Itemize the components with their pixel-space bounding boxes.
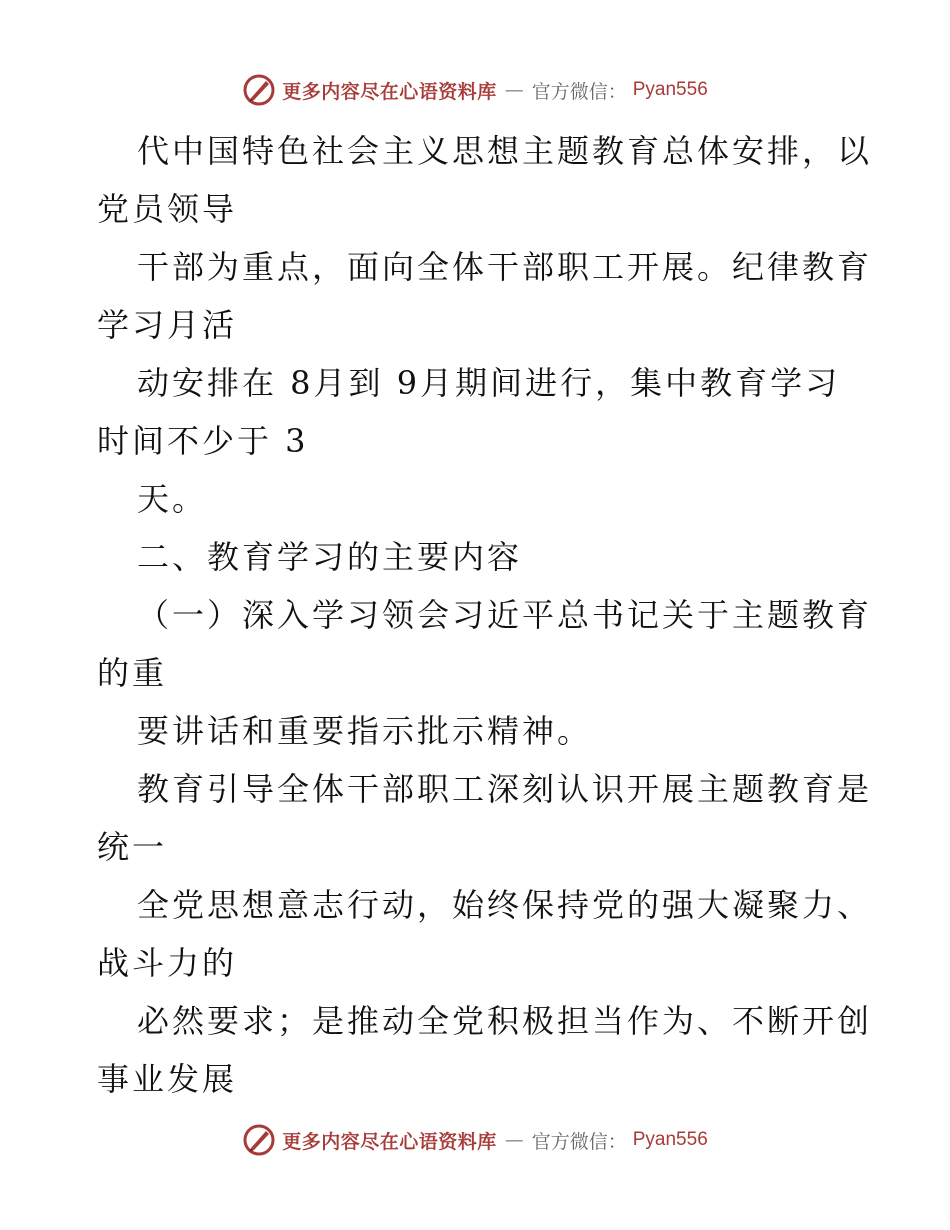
header-brand-text: 更多内容尽在心语资料库 bbox=[282, 80, 497, 103]
text-line: 党员领导 bbox=[97, 190, 238, 228]
text-line: 学习月活 bbox=[97, 306, 238, 344]
footer-dash: — bbox=[504, 1129, 524, 1151]
header-wechat-id: Pyan556 bbox=[632, 79, 708, 100]
footer-brand-text: 更多内容尽在心语资料库 bbox=[282, 1130, 497, 1153]
text-line: （一）深入学习领会习近平总书记关于主题教育 bbox=[137, 596, 873, 634]
quill-pen-logo-icon bbox=[242, 1123, 276, 1157]
footer-wechat-label: 官方微信： bbox=[531, 1130, 627, 1153]
text-line: 的重 bbox=[97, 654, 168, 692]
footer-wechat-id: Pyan556 bbox=[632, 1129, 708, 1150]
header-dash: — bbox=[504, 79, 524, 101]
text-line: 全党思想意志行动，始终保持党的强大凝聚力、 bbox=[137, 886, 873, 924]
header-wechat-label: 官方微信： bbox=[531, 80, 627, 103]
text-line: 天。 bbox=[137, 480, 208, 518]
text-line: 动安排在 8月到 9月期间进行，集中教育学习 bbox=[137, 364, 841, 402]
text-line: 干部为重点，面向全体干部职工开展。纪律教育 bbox=[137, 248, 873, 286]
text-line: 事业发展 bbox=[97, 1060, 238, 1098]
text-line: 时间不少于 3 bbox=[97, 422, 309, 460]
text-line: 必然要求；是推动全党积极担当作为、不断开创 bbox=[137, 1002, 873, 1040]
page-footer-watermark bbox=[0, 1120, 950, 1160]
text-line: 统一 bbox=[97, 828, 168, 866]
header-brand bbox=[242, 73, 708, 107]
document-body bbox=[97, 122, 873, 1108]
text-line: 教育引导全体干部职工深刻认识开展主题教育是 bbox=[137, 770, 873, 808]
text-line: 二、教育学习的主要内容 bbox=[137, 538, 523, 576]
page-header-watermark bbox=[0, 70, 950, 110]
text-line: 代中国特色社会主义思想主题教育总体安排，以 bbox=[137, 132, 873, 170]
footer-brand bbox=[242, 1123, 708, 1157]
quill-pen-logo-icon bbox=[242, 73, 276, 107]
text-line: 要讲话和重要指示批示精神。 bbox=[137, 712, 593, 750]
text-line: 战斗力的 bbox=[97, 944, 238, 982]
